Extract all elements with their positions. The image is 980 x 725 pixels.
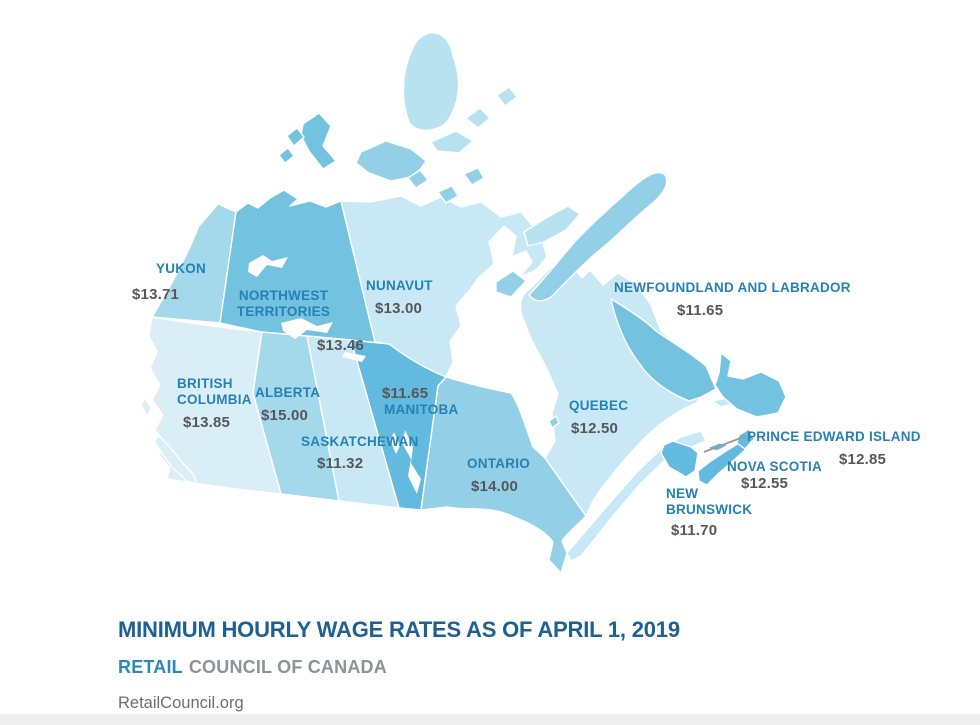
org-name-rest: COUNCIL OF CANADA: [188, 657, 387, 677]
wage-yukon: $13.71: [132, 286, 180, 303]
map-island-haida-gwaii: [141, 398, 151, 417]
label-alberta: ALBERTA: [255, 385, 321, 400]
org-name-highlight: RETAIL: [118, 657, 183, 677]
bottom-edge-strip: [0, 714, 980, 725]
label-ontario: ONTARIO: [467, 456, 530, 471]
wage-northwest-territories: $13.46: [317, 337, 365, 354]
wage-alberta: $15.00: [261, 407, 309, 424]
label-new-brunswick: NEW BRUNSWICK: [666, 486, 753, 518]
label-nova-scotia: NOVA SCOTIA: [727, 459, 823, 474]
wage-prince-edward-island: $12.85: [839, 451, 887, 468]
label-newfoundland-and-labrador: NEWFOUNDLAND AND LABRADOR: [614, 280, 851, 295]
map-island-nwt-small-2: [279, 148, 294, 163]
wage-newfoundland-and-labrador: $11.65: [677, 302, 724, 319]
label-northwest-territories: NORTHWEST TERRITORIES: [236, 288, 331, 320]
map-island-newfoundland: [715, 353, 786, 417]
footer-block: [118, 617, 680, 713]
map-island-devon: [431, 131, 473, 153]
wage-new-brunswick: $11.70: [671, 522, 718, 539]
wage-saskatchewan: $11.32: [317, 455, 364, 472]
label-british-columbia: BRITISH COLUMBIA: [177, 376, 252, 408]
wage-manitoba: $11.65: [382, 385, 429, 402]
label-prince-edward-island: PRINCE EDWARD ISLAND: [747, 429, 921, 444]
wage-british-columbia: $13.85: [183, 414, 231, 431]
label-saskatchewan: SASKATCHEWAN: [301, 434, 419, 449]
map-island-baffin-north: [524, 206, 580, 246]
wage-quebec: $12.50: [571, 420, 619, 437]
label-manitoba: MANITOBA: [384, 402, 459, 417]
map-island-ellesmere: [403, 33, 458, 131]
label-nunavut: NUNAVUT: [366, 278, 433, 293]
map-island-banks: [301, 113, 336, 169]
map-island-somerset: [464, 168, 484, 185]
wage-ontario: $14.00: [471, 478, 519, 495]
website-url: RetailCouncil.org: [118, 694, 244, 712]
label-quebec: QUEBEC: [569, 398, 629, 413]
map-island-axel: [466, 108, 490, 128]
page-title: MINIMUM HOURLY WAGE RATES AS OF APRIL 1, 2019: [118, 617, 680, 642]
wage-nunavut: $13.00: [375, 300, 423, 317]
label-yukon: YUKON: [156, 261, 207, 276]
map-island-arctic-small-1: [497, 87, 517, 106]
wage-nova-scotia: $12.55: [741, 475, 789, 492]
org-line: [118, 657, 680, 678]
